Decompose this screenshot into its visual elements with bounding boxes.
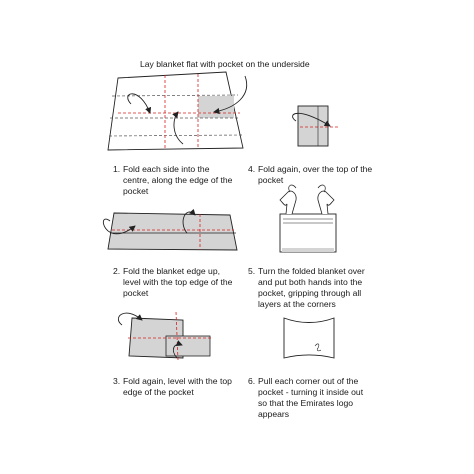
flat-blanket-diagram (108, 72, 247, 150)
step-number: 4. (248, 164, 256, 174)
logo-appears-diagram (284, 318, 334, 358)
step-number: 2. (113, 266, 121, 276)
intro-instruction: Lay blanket flat with pocket on the underside (140, 59, 310, 69)
step-3 (113, 376, 233, 398)
sides-folded-diagram (103, 212, 237, 250)
step-text: Fold each side into the centre, along the edge of the pocket (123, 164, 233, 196)
step-text: Fold again, level with the top edge of the pocket (123, 376, 232, 397)
step-text: Fold the blanket edge up, level with the top edge of the pocket (123, 266, 233, 298)
folded-over-diagram (293, 106, 340, 146)
hands-in-pocket-diagram (280, 185, 336, 252)
step-1 (113, 164, 233, 197)
step-5 (248, 266, 373, 310)
step-text: Fold again, over the top of the pocket (258, 164, 373, 185)
step-number: 3. (113, 376, 121, 386)
step-number: 1. (113, 164, 121, 174)
step-text: Turn the folded blanket over and put both hands into the pocket, gripping through all layers at the corners (258, 266, 365, 309)
step-number: 6. (248, 376, 256, 386)
step-text: Pull each corner out of the pocket - turning it inside out so that the Emirates logo appears (258, 376, 364, 419)
step-2 (113, 266, 233, 299)
fold-level-diagram (118, 312, 212, 360)
step-number: 5. (248, 266, 256, 276)
step-6 (248, 376, 373, 420)
step-4 (248, 164, 373, 186)
